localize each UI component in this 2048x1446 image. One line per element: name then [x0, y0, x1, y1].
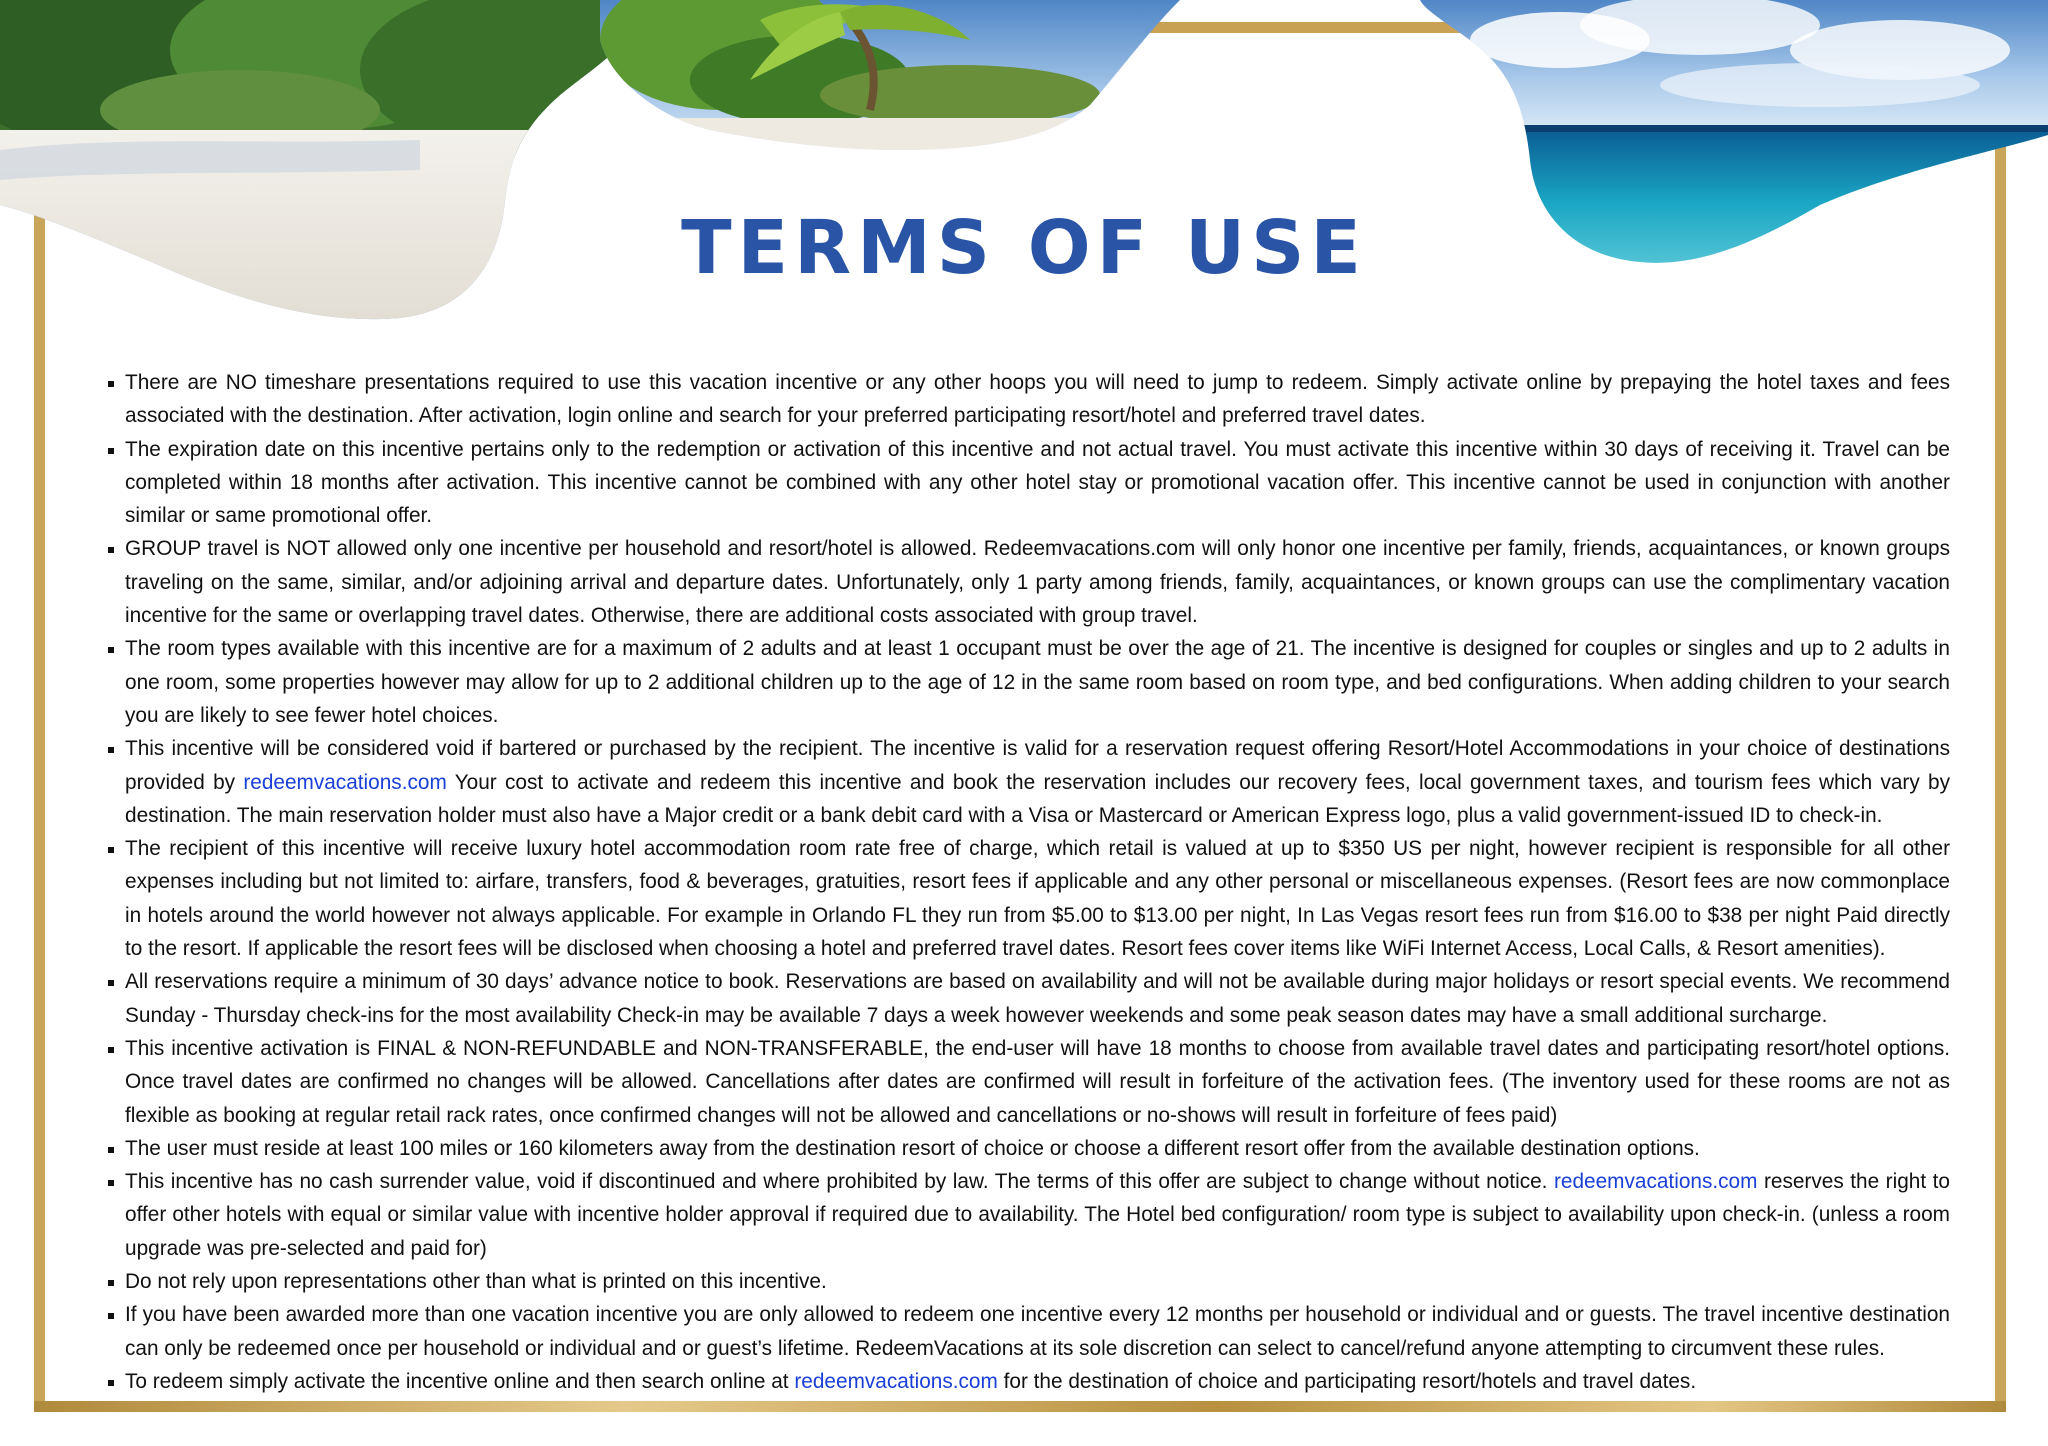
list-item: The room types available with this incentive are for a maximum of 2 adults and at least 1 occupant must be over the age of 21. The incentive is designed for couples or singles and up to 2 adults in one room, some properties however may allow for up to 2 additional children up to the age of 12 in the same room based on room type, and bed configurations. When adding children to your search you are likely to see fewer hotel choices. [108, 632, 1950, 732]
list-item: If you have been awarded more than one vacation incentive you are only allowed to redeem one incentive every 12 months per household or individual and or guests. The travel incentive destination can only be redeemed once per household or individual and or guest’s lifetime. RedeemVacations at its sole discretion can select to cancel/refund anyone attempting to circumvent these rules. [108, 1298, 1950, 1365]
term-text: To redeem simply activate the incentive online and then search online at [125, 1369, 789, 1393]
redeemvacations-link[interactable]: redeemvacations.com [1553, 1170, 1758, 1194]
list-item [108, 1165, 1950, 1265]
term-text: This incentive will be considered void if bartered or purchased by the recipient. The incentive is valid for a reservation request offering Resort/Hotel Accommodations in your choice of destinations provided by [125, 737, 1950, 794]
list-item: This incentive activation is FINAL & NON-REFUNDABLE and NON-TRANSFERABLE, the end-user will have 18 months to choose from available travel dates and participating resort/hotel options. Once travel dates are confirmed no changes will be allowed. Cancellations after dates are confirmed will result in forfeiture of the activation fees. (The inventory used for these rooms are not as flexible as booking at regular retail rack rates, once confirmed changes will not be allowed and cancellations or no-shows will result in forfeiture of fees paid) [108, 1032, 1950, 1132]
redeemvacations-link[interactable]: redeemvacations.com [243, 770, 447, 794]
term-text: reserves the right to offer other hotels with equal or similar value with incentive holder approval if required due to availability. The Hotel bed configuration/ room type is subject to availability upon check-in. (unless a room upgrade was pre-selected and paid for) [125, 1170, 1950, 1260]
page-title: TERMS OF USE [681, 205, 1367, 291]
list-item: All reservations require a minimum of 30 days’ advance notice to book. Reservations are based on availability and will not be available during major holidays or resort special events. We recommend Sunday - Thursday check-ins for the most availability Check-in may be available 7 days a week however weekends and some peak season dates may have a small additional surcharge. [108, 965, 1950, 1032]
terms-list [108, 366, 1950, 1398]
redeemvacations-link[interactable]: redeemvacations.com [794, 1369, 998, 1393]
list-item: The recipient of this incentive will receive luxury hotel accommodation room rate free of charge, which retail is valued at up to $350 US per night, however recipient is responsible for all other expenses including but not limited to: airfare, transfers, food & beverages, gratuities, resort fees if applicable and any other personal or miscellaneous expenses. (Resort fees are now commonplace in hotels around the world however not always applicable. For example in Orlando FL they run from $5.00 to $13.00 per night, In Las Vegas resort fees run from $16.00 to $38 per night Paid directly to the resort. If applicable the resort fees will be disclosed when choosing a hotel and preferred travel dates. Resort fees cover items like WiFi Internet Access, Local Calls, & Resort amenities). [108, 832, 1950, 965]
list-item: The user must reside at least 100 miles or 160 kilometers away from the destination resort of choice or choose a different resort offer from the available destination options. [108, 1132, 1950, 1165]
list-item [108, 732, 1950, 832]
list-item [108, 1365, 1950, 1398]
term-text: Your cost to activate and redeem this incentive and book the reservation includes our recovery fees, local government taxes, and tourism fees which vary by destination. The main reservation holder must also have a Major credit or a bank debit card with a Visa or Mastercard or American Express logo, plus a valid government-issued ID to check-in. [125, 770, 1950, 827]
term-text: for the destination of choice and participating resort/hotels and travel dates. [1003, 1369, 1697, 1393]
list-item: The expiration date on this incentive pertains only to the redemption or activation of this incentive and not actual travel. You must activate this incentive within 30 days of receiving it. Travel can be completed within 18 months after activation. This incentive cannot be combined with any other hotel stay or promotional vacation offer. This incentive cannot be used in conjunction with another similar or same promotional offer. [108, 433, 1950, 533]
list-item: GROUP travel is NOT allowed only one incentive per household and resort/hotel is allowed. Redeemvacations.com will only honor one incentive per family, friends, acquaintances, or known groups traveling on the same, similar, and/or adjoining arrival and departure dates. Unfortunately, only 1 party among friends, family, acquaintances, or known groups can use the complimentary vacation incentive for the same or overlapping travel dates. Otherwise, there are additional costs associated with group travel. [108, 532, 1950, 632]
term-text: This incentive has no cash surrender value, void if discontinued and where prohibited by law. The terms of this offer are subject to change without notice. [125, 1170, 1548, 1194]
list-item: There are NO timeshare presentations required to use this vacation incentive or any other hoops you will need to jump to redeem. Simply activate online by prepaying the hotel taxes and fees associated with the destination. After activation, login online and search for your preferred participating resort/hotel and preferred travel dates. [108, 366, 1950, 433]
list-item: Do not rely upon representations other than what is printed on this incentive. [108, 1265, 1950, 1298]
